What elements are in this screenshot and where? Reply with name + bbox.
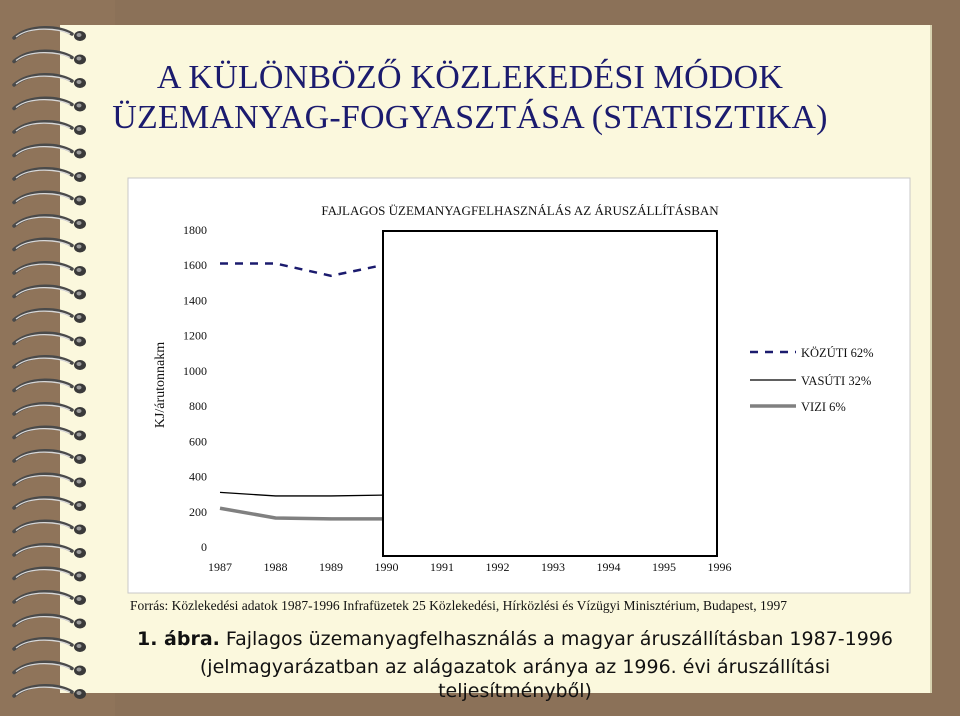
y-tick-label: 400 [189,469,207,484]
y-tick-label: 1600 [183,258,207,273]
y-tick-label: 1200 [183,328,207,343]
x-tick-label: 1993 [541,560,565,574]
legend-label: VASÚTI 32% [801,374,872,388]
caption-text: Fajlagos üzemanyagfelhasználás a magyar áruszállításban 1987-1996 [219,628,893,650]
figure-caption-note: (jelmagyarázatban az alágazatok aránya az 1996. évi áruszállítási teljesítményből) [199,656,831,702]
figure-caption [125,627,905,651]
x-tick-label: 1989 [319,560,343,574]
y-tick-label: 1000 [183,363,207,378]
overlay-box [383,231,717,556]
y-tick-label: 600 [189,434,207,449]
legend-label: VIZI 6% [801,400,846,414]
x-tick-label: 1996 [707,560,732,574]
x-tick-label: 1994 [596,560,621,574]
x-tick-label: 1987 [208,560,232,574]
x-tick-label: 1988 [263,560,288,574]
title-line-1: A KÜLÖNBÖZŐ KÖZLEKEDÉSI MÓDOK [156,59,784,96]
x-tick-label: 1992 [485,560,510,574]
y-tick-label: 800 [189,399,207,414]
y-tick-label: 1400 [183,293,207,308]
caption-label: 1. ábra. [136,628,220,650]
chart-title: FAJLAGOS ÜZEMANYAGFELHASZNÁLÁS AZ ÁRUSZÁLLÍTÁSBAN [321,203,719,218]
source-note: Forrás: Közlekedési adatok 1987-1996 Infrafüzetek 25 Közlekedési, Hírközlési és Vízügyi Minisztérium, Budapest, 1997 [130,598,787,613]
y-tick-label: 200 [189,504,207,519]
x-tick-label: 1991 [430,560,454,574]
x-tick-label: 1990 [374,560,399,574]
x-tick-label: 1995 [652,560,676,574]
y-tick-label: 0 [201,540,207,554]
y-axis-label: KJ/árutonnakm [153,341,168,429]
title-line-2: ÜZEMANYAG-FOGYASZTÁSA (STATISZTIKA) [112,99,828,136]
legend-label: KÖZÚTI 62% [801,346,874,360]
y-tick-label: 1800 [183,223,207,237]
